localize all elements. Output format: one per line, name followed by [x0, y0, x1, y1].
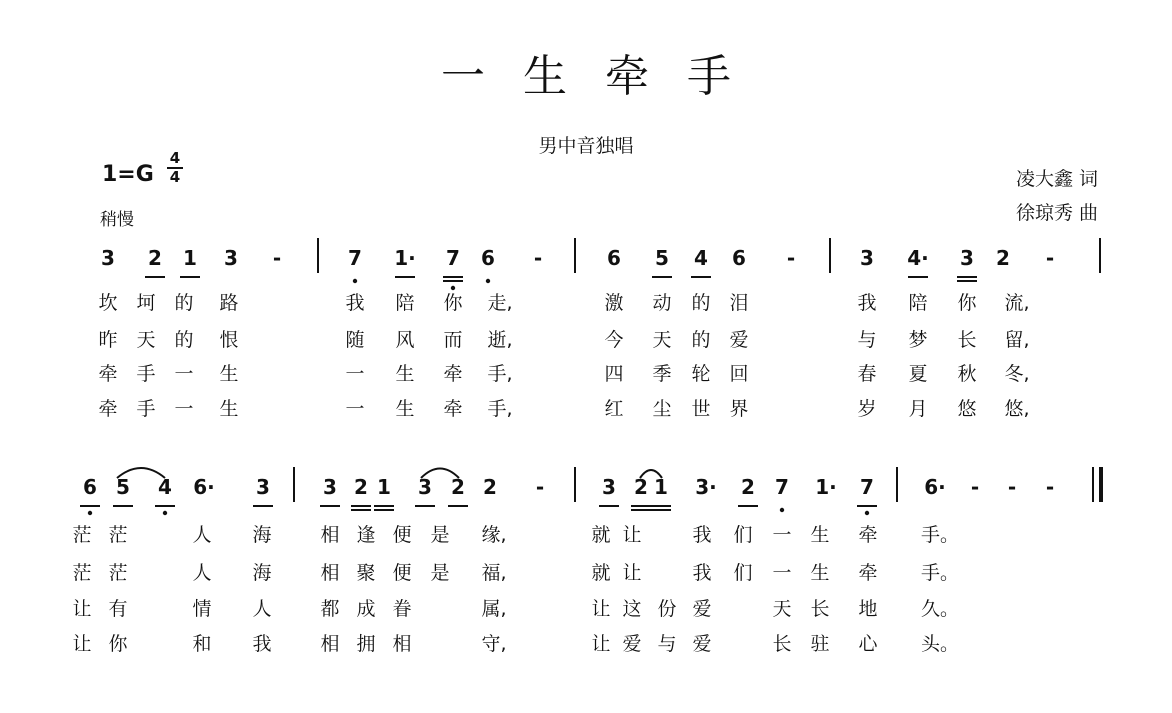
lyric-char: 爱	[692, 598, 712, 620]
note: 7	[860, 475, 874, 499]
lyric-char: 聚	[356, 562, 376, 584]
lyric-char: 是	[430, 562, 450, 584]
lyric-char: 人	[192, 562, 212, 584]
lyric-char: 爱	[729, 329, 749, 351]
lyric-char: 坷	[136, 292, 156, 314]
lyric-char: 份	[657, 598, 677, 620]
lyric-char: 们	[733, 562, 753, 584]
lyric-char: 逝,	[487, 329, 513, 351]
lyric-char: 随	[345, 329, 365, 351]
lyric-char: 恨	[219, 329, 239, 351]
note: 6	[732, 246, 746, 270]
time-signature-bottom: 4	[169, 168, 181, 186]
lyric-char: 界	[729, 398, 749, 420]
lyric-char: 有	[108, 598, 128, 620]
lyric-char: 你	[108, 633, 128, 655]
note: 3	[323, 475, 337, 499]
lyric-char: 牵	[443, 398, 463, 420]
lyric-char: 人	[192, 524, 212, 546]
lyric-char: 路	[219, 292, 239, 314]
lyric-char: 心	[858, 633, 878, 655]
lyric-char: 长	[957, 329, 977, 351]
lyric-char: 今	[604, 329, 624, 351]
lyric-char: 尘	[652, 398, 672, 420]
lyric-char: 春	[857, 363, 877, 385]
note: 1	[654, 475, 668, 499]
note: 6	[481, 246, 495, 270]
lyric-char: 与	[857, 329, 877, 351]
note: 2	[741, 475, 755, 499]
note: -	[970, 475, 980, 499]
note: 3	[256, 475, 270, 499]
lyric-char: 让	[622, 562, 642, 584]
lyric-char: 茫	[72, 562, 92, 584]
lyric-char: 你	[957, 292, 977, 314]
lyric-char: 爱	[622, 633, 642, 655]
lyric-char: 生	[810, 524, 830, 546]
lyric-char: 地	[858, 598, 878, 620]
lyric-char: 坎	[98, 292, 118, 314]
lyric-char: 便	[392, 524, 412, 546]
lyric-char: 拥	[356, 633, 376, 655]
lyric-char: 手,	[487, 363, 513, 385]
lyric-char: 一	[174, 398, 194, 420]
lyric-char: 激	[604, 292, 624, 314]
lyric-char: 轮	[691, 363, 711, 385]
lyric-char: 生	[219, 363, 239, 385]
lyric-char: 海	[252, 562, 272, 584]
lyric-char: 与	[657, 633, 677, 655]
note: 2	[148, 246, 162, 270]
lyric-char: 们	[733, 524, 753, 546]
lyric-char: 四	[604, 363, 624, 385]
lyric-char: 我	[252, 633, 272, 655]
lyric-char: 留,	[1004, 329, 1030, 351]
note: 2	[634, 475, 648, 499]
lyric-char: 相	[320, 524, 340, 546]
note: 3·	[695, 475, 717, 499]
lyric-char: 陪	[395, 292, 415, 314]
lyric-char: 手	[136, 398, 156, 420]
note: 6	[607, 246, 621, 270]
octave-dot	[88, 511, 92, 515]
lyric-char: 的	[691, 292, 711, 314]
note: -	[786, 246, 796, 270]
lyric-char: 夏	[908, 363, 928, 385]
lyric-char: 世	[691, 398, 711, 420]
lyric-char: 福,	[481, 562, 507, 584]
lyric-char: 一	[345, 363, 365, 385]
barlines-line1	[318, 238, 1100, 273]
lyric-char: 回	[729, 363, 749, 385]
lyric-char: 海	[252, 524, 272, 546]
lyric-char: 天	[772, 598, 792, 620]
lyric-char: 的	[174, 292, 194, 314]
note: 6	[83, 475, 97, 499]
song-title: 一生牵手	[441, 51, 769, 102]
lyric-char: 让	[591, 598, 611, 620]
lyric-char: 爱	[692, 633, 712, 655]
lyric-char: 我	[857, 292, 877, 314]
note: 7	[775, 475, 789, 499]
note: 4·	[907, 246, 929, 270]
note: 3	[860, 246, 874, 270]
lyric-char: 一	[345, 398, 365, 420]
note: 2	[354, 475, 368, 499]
note: 2	[483, 475, 497, 499]
note: -	[533, 246, 543, 270]
lyric-char: 让	[591, 633, 611, 655]
note: -	[1007, 475, 1017, 499]
lyric-char: 昨	[98, 329, 118, 351]
lyric-char: 我	[345, 292, 365, 314]
lyric-char: 流,	[1004, 292, 1030, 314]
lyric-char: 都	[320, 598, 340, 620]
lyric-char: 生	[395, 363, 415, 385]
lyric-char: 成	[356, 598, 376, 620]
lyric-char: 和	[192, 633, 212, 655]
lyric-char: 让	[72, 598, 92, 620]
note: 7	[348, 246, 362, 270]
lyricist: 凌大鑫 词	[1015, 168, 1098, 190]
note: 4	[158, 475, 172, 499]
lyric-char: 就	[591, 524, 611, 546]
lyric-char: 一	[772, 562, 792, 584]
lyric-char: 让	[622, 524, 642, 546]
lyric-char: 秋	[957, 363, 977, 385]
lyric-char: 这	[622, 598, 642, 620]
lyric-char: 一	[772, 524, 792, 546]
lyric-char: 生	[810, 562, 830, 584]
lyric-char: 而	[443, 329, 463, 351]
octave-dot	[865, 511, 869, 515]
lyric-char: 悠,	[1004, 398, 1030, 420]
lyric-char: 手。	[920, 562, 960, 584]
lyric-char: 你	[443, 292, 463, 314]
octave-dot	[486, 279, 490, 283]
lyric-char: 长	[810, 598, 830, 620]
note: 3	[960, 246, 974, 270]
note: -	[535, 475, 545, 499]
lyric-char: 手。	[920, 524, 960, 546]
lyric-char: 就	[591, 562, 611, 584]
key-signature: 1=G	[102, 162, 154, 187]
lyric-char: 牵	[858, 562, 878, 584]
composer: 徐琼秀 曲	[1015, 202, 1098, 224]
lyric-char: 我	[692, 562, 712, 584]
lyric-char: 冬,	[1004, 363, 1030, 385]
lyric-char: 的	[174, 329, 194, 351]
lyric-char: 茫	[72, 524, 92, 546]
lyric-char: 生	[219, 398, 239, 420]
lyric-char: 守,	[481, 633, 507, 655]
lyric-char: 走,	[487, 292, 513, 314]
lyric-char: 头。	[920, 633, 960, 655]
note: 5	[116, 475, 130, 499]
lyric-char: 情	[192, 598, 212, 620]
lyric-char: 岁	[857, 398, 877, 420]
note: 4	[694, 246, 708, 270]
octave-dot	[780, 508, 784, 512]
note: 1	[183, 246, 197, 270]
lyric-char: 泪	[729, 292, 749, 314]
note: 1·	[394, 246, 416, 270]
performance-note: 男中音独唱	[538, 135, 634, 157]
octave-dot	[353, 279, 357, 283]
note: 3	[224, 246, 238, 270]
tempo-marking: 稍慢	[100, 210, 134, 230]
lyric-char: 月	[908, 398, 928, 420]
lyric-char: 缘,	[481, 524, 507, 546]
lyric-char: 生	[395, 398, 415, 420]
lyric-char: 牵	[98, 363, 118, 385]
lyric-char: 长	[772, 633, 792, 655]
lyric-char: 我	[692, 524, 712, 546]
octave-dot	[163, 511, 167, 515]
lyric-char: 天	[136, 329, 156, 351]
lyric-char: 属,	[481, 598, 507, 620]
lyric-char: 相	[392, 633, 412, 655]
note: 6·	[924, 475, 946, 499]
note: 1	[377, 475, 391, 499]
lyric-char: 便	[392, 562, 412, 584]
note: 2	[451, 475, 465, 499]
lyric-char: 是	[430, 524, 450, 546]
lyric-char: 牵	[858, 524, 878, 546]
note: 7	[446, 246, 460, 270]
note: 6·	[193, 475, 215, 499]
lyric-char: 相	[320, 633, 340, 655]
note: 3	[602, 475, 616, 499]
lyric-char: 眷	[392, 598, 412, 620]
time-signature-top: 4	[169, 149, 181, 167]
lyric-char: 陪	[908, 292, 928, 314]
lyric-char: 一	[174, 363, 194, 385]
note: -	[272, 246, 282, 270]
note: -	[1045, 246, 1055, 270]
lyric-char: 手,	[487, 398, 513, 420]
lyric-char: 天	[652, 329, 672, 351]
lyric-char: 茫	[108, 524, 128, 546]
lyric-char: 梦	[908, 329, 928, 351]
lyric-char: 驻	[810, 633, 830, 655]
lyric-char: 的	[691, 329, 711, 351]
lyric-char: 季	[652, 363, 672, 385]
note: 1·	[815, 475, 837, 499]
note: 5	[655, 246, 669, 270]
lyric-char: 逢	[356, 524, 376, 546]
note: 3	[101, 246, 115, 270]
lyric-char: 茫	[108, 562, 128, 584]
lyric-char: 风	[395, 329, 415, 351]
lyric-char: 久。	[920, 598, 960, 620]
lyric-char: 动	[652, 292, 672, 314]
lyric-char: 让	[72, 633, 92, 655]
lyric-char: 牵	[98, 398, 118, 420]
lyric-char: 人	[252, 598, 272, 620]
lyric-char: 手	[136, 363, 156, 385]
note: 3	[418, 475, 432, 499]
lyric-char: 红	[604, 398, 624, 420]
note: -	[1045, 475, 1055, 499]
note: 2	[996, 246, 1010, 270]
lyric-char: 悠	[957, 398, 977, 420]
lyric-char: 相	[320, 562, 340, 584]
lyric-char: 牵	[443, 363, 463, 385]
